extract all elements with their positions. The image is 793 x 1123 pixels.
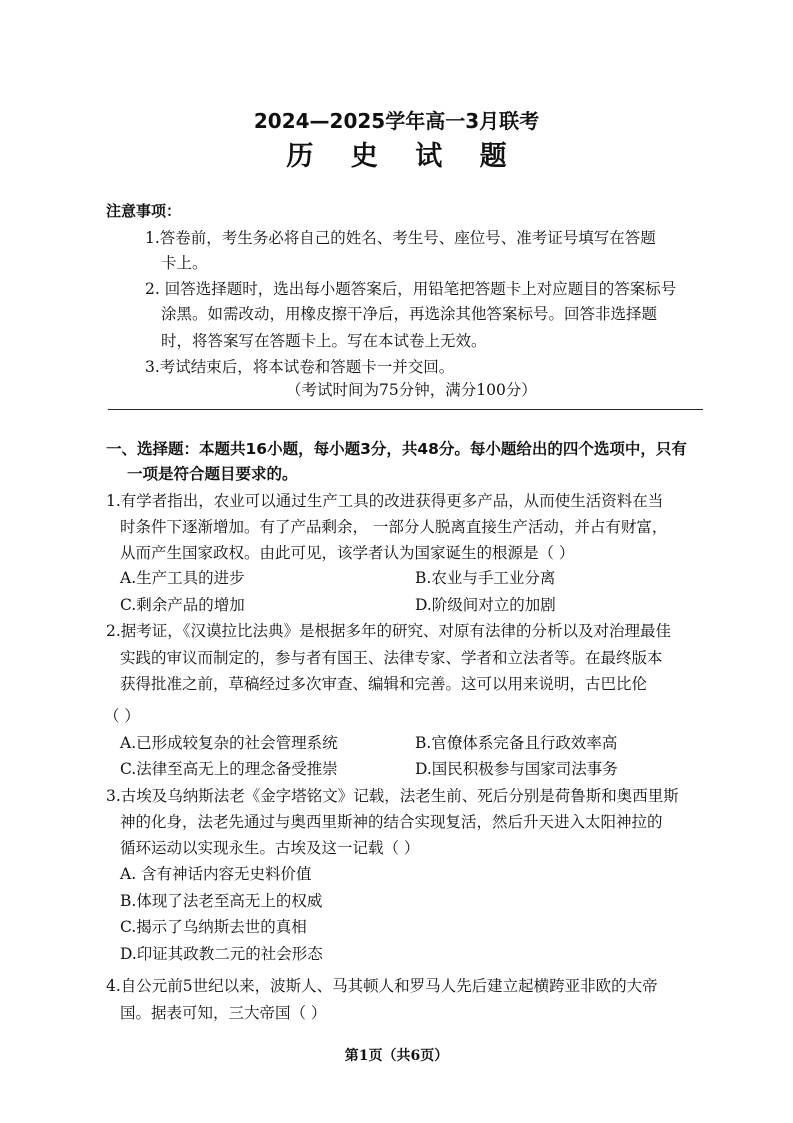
notice-line: 涂黑。如需改动，用橡皮擦干净后，再选涂其他答案标号。回答非选择题 <box>161 305 658 323</box>
option-c: C.法律至高无上的理念备受推崇 <box>120 760 338 778</box>
option-b: B.农业与手工业分离 <box>415 569 556 587</box>
question-stem: 国。据表可知，三大帝国（ ） <box>120 1004 327 1022</box>
question-stem: 4.自公元前5世纪以来，波斯人、马其顿人和罗马人先后建立起横跨亚非欧的大帝 <box>106 977 658 995</box>
question-stem: 获得批准之前，草稿经过多次审查、编辑和完善。这可以用来说明，古巴比伦 <box>120 675 648 693</box>
notice-line: 卡上。 <box>161 254 208 272</box>
notice-line: 2. 回答选择题时，选出每小题答案后，用铅笔把答题卡上对应题目的答案标号 <box>145 280 677 298</box>
option-a: A. 含有神话内容无史料价值 <box>120 865 312 883</box>
question-stem: 循环运动以实现永生。古埃及这一记载（ ） <box>120 839 420 857</box>
option-a: A.已形成较复杂的社会管理系统 <box>120 734 338 752</box>
option-d: D.国民积极参与国家司法事务 <box>415 760 618 778</box>
option-d: D.印证其政教二元的社会形态 <box>120 945 323 963</box>
question-stem: 2.据考证，《汉谟拉比法典》是根据多年的研究、对原有法律的分析以及对治理最佳 <box>106 622 672 640</box>
section-heading: 一、选择题：本题共16小题，每小题3分，共48分。每小题给出的四个选项中，只有 <box>106 440 687 458</box>
notice-line: 时，将答案写在答题卡上。写在本试卷上无效。 <box>161 332 487 350</box>
page-number: 第1页（共6页） <box>344 1048 449 1064</box>
option-c: C.剩余产品的增加 <box>120 596 245 614</box>
subject-title: 历 史 试 题 <box>286 141 521 172</box>
option-a: A.生产工具的进步 <box>120 569 245 587</box>
question-stem: 从而产生国家政权。由此可见，该学者认为国家诞生的根源是（ ） <box>120 544 575 562</box>
question-stem: 时条件下逐渐增加。有了产品剩余， 一部分人脱离直接生产活动，并占有财富， <box>120 518 668 536</box>
question-stem: 3.古埃及乌纳斯法老《金字塔铭文》记载，法老生前、死后分别是荷鲁斯和奥西里斯 <box>106 787 679 805</box>
option-d: D.阶级间对立的加剧 <box>415 596 556 614</box>
option-b: B.官僚体系完备且行政效率高 <box>415 734 618 752</box>
notice-line: 1.答卷前，考生务必将自己的姓名、考生号、座位号、准考证号填写在答题 <box>145 229 656 247</box>
section-heading: 一项是符合题目要求的。 <box>127 465 298 483</box>
answer-bracket: （ ） <box>104 707 140 725</box>
option-c: C.揭示了乌纳斯去世的真相 <box>120 918 307 936</box>
exam-time-note: （考试时间为75分钟，满分100分） <box>286 381 537 399</box>
question-stem: 神的化身，法老先通过与奥西里斯神的结合实现复活，然后升天进入太阳神拉的 <box>120 813 663 831</box>
question-stem: 1.有学者指出，农业可以通过生产工具的改进获得更多产品，从而使生活资料在当 <box>106 492 664 510</box>
option-b: B.体现了法老至高无上的权威 <box>120 892 323 910</box>
notice-line: 3.考试结束后，将本试卷和答题卡一并交回。 <box>145 358 455 376</box>
divider-line <box>108 409 703 410</box>
exam-title: 2024—2025学年高一3月联考 <box>253 109 540 133</box>
question-stem: 实践的审议而制定的，参与者有国王、法律专家、学者和立法者等。在最终版本 <box>120 649 663 667</box>
notice-heading: 注意事项： <box>106 202 182 220</box>
